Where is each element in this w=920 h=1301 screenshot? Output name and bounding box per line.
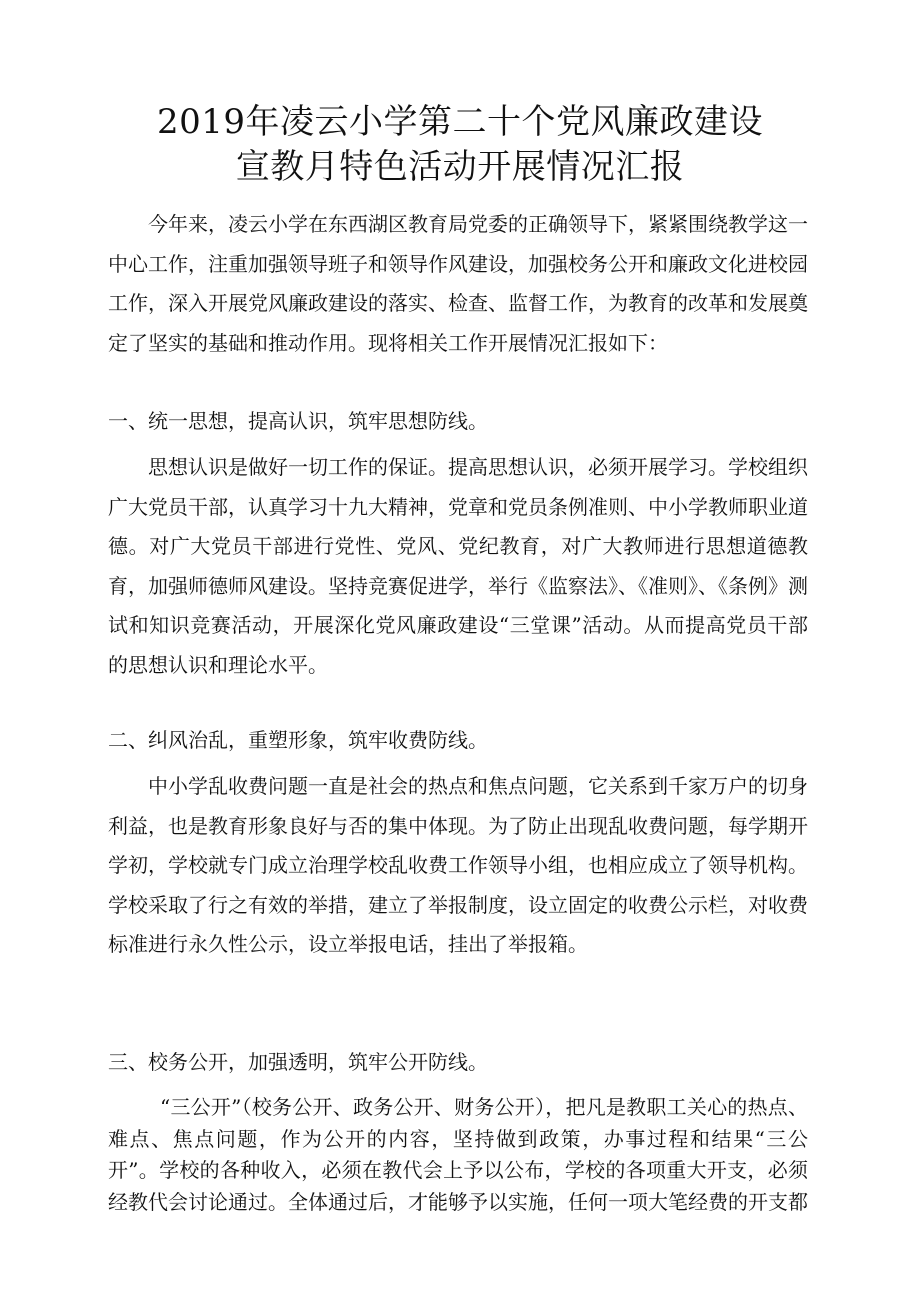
section-heading-3: 三、校务公开，加强透明，筑牢公开防线。 [108, 1050, 488, 1074]
document-title-line-1: 2019年凌云小学第二十个党风廉政建设 [156, 102, 764, 142]
section-heading-2: 二、纠风治乱，重塑形象，筑牢收费防线。 [108, 728, 488, 752]
section-body-3: “三公开”（校务公开、政务公开、财务公开），把凡是教职工关心的热点、难点、焦点问题，作为公开的内容，坚持做到政策，办事过程和结果“三公开”。学校的各种收入，必须在教代会上予以公布，学校的各项重大开支，必须经教代会讨论通过。全体通过后，才能够予以实施，任何一项大笔经费的开支都 [108, 1095, 808, 1214]
section-body-1: 思想认识是做好一切工作的保证。提高思想认识，必须开展学习。学校组织广大党员干部，认真学习十九大精神，党章和党员条例准则、中小学教师职业道德。对广大党员干部进行党性、党风、党纪教育，对广大教师进行思想道德教育，加强师德师风建设。坚持竞赛促进学，举行《监察法》、《准则》、《条例》测试和知识竞赛活动，开展深化党风廉政建设“三堂课”活动。从而提高党员干部的思想认识和理论水平。 [108, 455, 808, 677]
intro-paragraph: 今年来，凌云小学在东西湖区教育局党委的正确领导下，紧紧围绕教学这一中心工作，注重加强领导班子和领导作风建设，加强校务公开和廉政文化进校园工作，深入开展党风廉政建设的落实、检查、监督工作，为教育的改革和发展奠定了坚实的基础和推动作用。现将相关工作开展情况汇报如下： [108, 212, 808, 355]
document-title-line-2: 宣教月特色活动开展情况汇报 [235, 147, 685, 187]
section-body-2: 中小学乱收费问题一直是社会的热点和焦点问题，它关系到千家万户的切身利益，也是教育形象良好与否的集中体现。为了防止出现乱收费问题，每学期开学初，学校就专门成立治理学校乱收费工作领导小组，也相应成立了领导机构。学校采取了行之有效的举措，建立了举报制度，设立固定的收费公示栏，对收费标准进行永久性公示，设立举报电话，挂出了举报箱。 [108, 774, 808, 956]
section-heading-1: 一、统一思想，提高认识，筑牢思想防线。 [108, 409, 488, 433]
